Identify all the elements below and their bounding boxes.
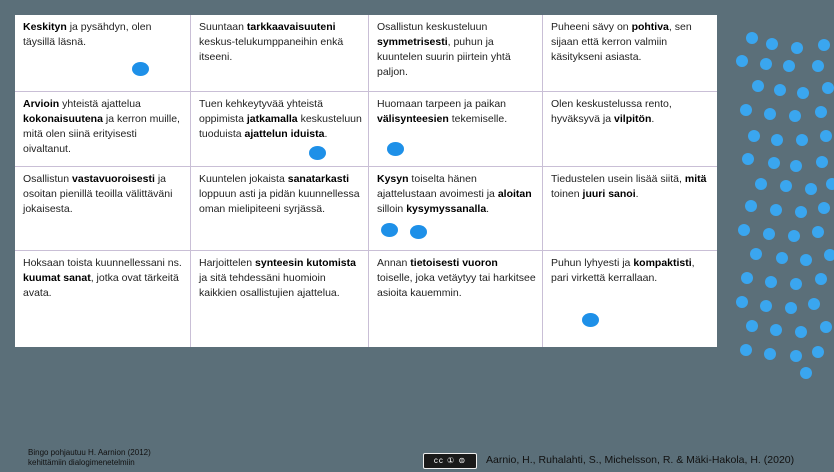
bingo-marker xyxy=(132,62,149,76)
decor-dot xyxy=(771,134,783,146)
decor-dot xyxy=(755,178,767,190)
decor-dot xyxy=(788,230,800,242)
decor-dot xyxy=(796,134,808,146)
decor-dot xyxy=(818,202,830,214)
decor-dot xyxy=(815,106,827,118)
decor-dot xyxy=(824,249,834,261)
bingo-cell[interactable]: Annan tietoisesti vuoron toiselle, joka vetäytyy tai harkitsee asioita kauemmin. xyxy=(369,251,543,347)
decor-dot xyxy=(760,300,772,312)
bingo-board xyxy=(15,15,717,347)
bingo-cell[interactable]: Puheeni sävy on pohtiva, sen sijaan että kerron valmiin käsitykseni asiasta. xyxy=(543,15,717,92)
bingo-cell[interactable]: Tuen kehkeytyvää yhteistä oppimista jatkamalla keskusteluun tuoduista ajattelun iduista. xyxy=(191,92,369,167)
footer-note-line: Bingo pohjautuu H. Aarnion (2012) xyxy=(28,448,151,457)
bingo-cell[interactable]: Osallistun vastavuoroisesti ja osoitan pienillä teoilla välittäväni jokaisesta. xyxy=(15,167,191,251)
decor-dot xyxy=(789,110,801,122)
bingo-marker xyxy=(381,223,398,237)
citation: Aarnio, H., Ruhalahti, S., Michelsson, R. & Mäki-Hakola, H. (2020) xyxy=(486,454,795,466)
decor-dot xyxy=(805,183,817,195)
decor-dot xyxy=(745,200,757,212)
decor-dot xyxy=(812,346,824,358)
decor-dot xyxy=(822,82,834,94)
decor-dot xyxy=(746,320,758,332)
decor-dot xyxy=(785,302,797,314)
bingo-cell[interactable]: Suuntaan tarkkaavaisuuteni keskus-telukumppaneihin enkä itseeni. xyxy=(191,15,369,92)
bingo-cell[interactable]: Harjoittelen synteesin kutomista ja sitä tehdessäni huomioin kaikkien osallistujien ajattelua. xyxy=(191,251,369,347)
bingo-marker xyxy=(309,146,326,160)
decor-dot xyxy=(808,298,820,310)
decor-dot xyxy=(783,60,795,72)
decor-dot xyxy=(770,324,782,336)
decor-dot xyxy=(740,344,752,356)
decor-dot xyxy=(764,348,776,360)
decor-dot xyxy=(736,55,748,67)
cc-license-icon: cc ① ⊜ xyxy=(423,453,477,469)
footer-note xyxy=(28,448,151,468)
decor-dot xyxy=(826,178,834,190)
decor-dot xyxy=(765,276,777,288)
decor-dot xyxy=(816,156,828,168)
decor-dot xyxy=(760,58,772,70)
decor-dot xyxy=(795,206,807,218)
decor-dot xyxy=(780,180,792,192)
decor-dot xyxy=(790,350,802,362)
decor-dot xyxy=(795,326,807,338)
decor-dot xyxy=(800,254,812,266)
decor-dot xyxy=(768,157,780,169)
decor-dot xyxy=(770,204,782,216)
decor-dot xyxy=(812,60,824,72)
bingo-cell[interactable]: Tiedustelen usein lisää siitä, mitä toinen juuri sanoi. xyxy=(543,167,717,251)
decor-dot xyxy=(797,87,809,99)
decor-dot xyxy=(736,296,748,308)
bingo-cell[interactable]: Huomaan tarpeen ja paikan välisynteesien tekemiselle. xyxy=(369,92,543,167)
bingo-cell[interactable]: Arvioin yhteistä ajattelua kokonaisuutena ja kerron muille, mitä olen siinä erityisesti oivaltanut. xyxy=(15,92,191,167)
decor-dot xyxy=(766,38,778,50)
decor-dot xyxy=(820,321,832,333)
decor-dot xyxy=(791,42,803,54)
decor-dot xyxy=(818,39,830,51)
decor-dot xyxy=(812,226,824,238)
bingo-cell[interactable]: Kuuntelen jokaista sanatarkasti loppuun asti ja pidän kuunnellessa oman mielipiteeni syrjässä. xyxy=(191,167,369,251)
decor-dot xyxy=(750,248,762,260)
decor-dot xyxy=(741,272,753,284)
decor-dot xyxy=(748,130,760,142)
footer-note-line: kehittämiin dialogimenetelmiin xyxy=(28,458,135,467)
decor-dot xyxy=(746,32,758,44)
decor-dot xyxy=(800,367,812,379)
decor-dot xyxy=(790,160,802,172)
decor-dot xyxy=(815,273,827,285)
bingo-cell[interactable]: Kysyn toiselta hänen ajattelustaan avoimesti ja aloitan silloin kysymyssanalla. xyxy=(369,167,543,251)
bingo-cell[interactable]: Olen keskustelussa rento, hyväksyvä ja vilpitön. xyxy=(543,92,717,167)
bingo-cell[interactable]: Osallistun keskusteluun symmetrisesti, puhun ja kuuntelen suurin piirtein yhtä paljon. xyxy=(369,15,543,92)
bingo-cell[interactable]: Keskityn ja pysähdyn, olen täysillä läsnä. xyxy=(15,15,191,92)
decor-dot xyxy=(740,104,752,116)
decor-dot xyxy=(763,228,775,240)
bingo-marker xyxy=(410,225,427,239)
bingo-cell[interactable]: Hoksaan toista kuunnellessani ns. kuumat sanat, jotka ovat tärkeitä avata. xyxy=(15,251,191,347)
decor-dot xyxy=(820,130,832,142)
decor-dot xyxy=(776,252,788,264)
bingo-cell[interactable]: Puhun lyhyesti ja kompaktisti, pari virkettä kerrallaan. xyxy=(551,257,695,284)
decor-dot xyxy=(738,224,750,236)
bingo-marker xyxy=(387,142,404,156)
decor-dot xyxy=(790,278,802,290)
decor-dot xyxy=(764,108,776,120)
decor-dot xyxy=(774,84,786,96)
decor-dot xyxy=(742,153,754,165)
bingo-marker xyxy=(582,313,599,327)
decor-dot xyxy=(752,80,764,92)
